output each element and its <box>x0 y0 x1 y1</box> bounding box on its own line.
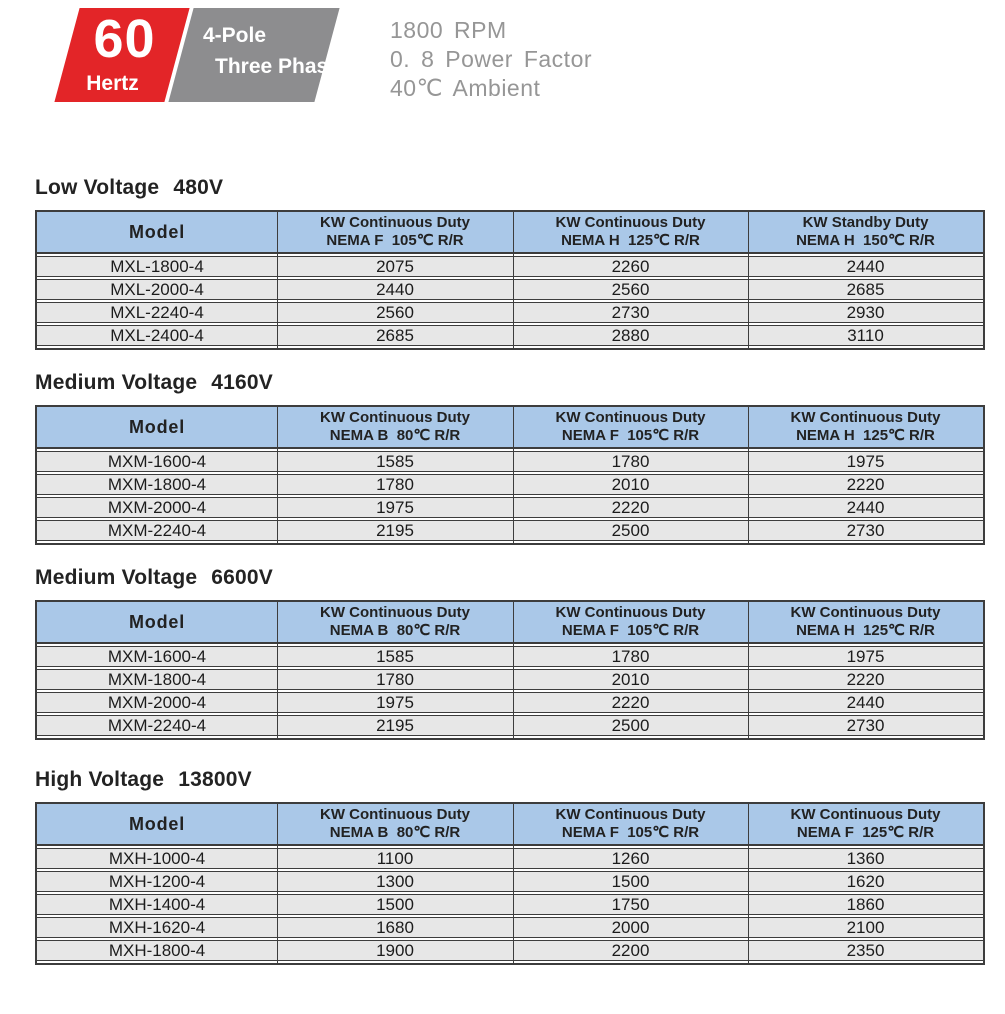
spec-table <box>35 210 985 350</box>
section-title <box>35 768 985 792</box>
column-divider <box>277 212 278 348</box>
table-row <box>37 497 983 518</box>
table-row <box>37 325 983 346</box>
model-cell: MXH-1620-4 <box>108 918 206 937</box>
kw-value-cell: 2560 <box>611 280 650 299</box>
model-cell: MXM-1600-4 <box>107 647 207 666</box>
model-cell: MXM-1800-4 <box>107 670 207 689</box>
kw-value-cell: 1680 <box>376 918 414 937</box>
column-divider <box>748 212 749 348</box>
column-header-line1: KW Continuous Duty <box>320 806 470 823</box>
column-header-line2: NEMA B 80℃ R/R <box>329 427 461 444</box>
kw-value-cell: 2000 <box>611 918 650 937</box>
column-divider <box>513 212 514 348</box>
spec-ambient: 40℃ Ambient <box>390 75 541 101</box>
kw-value-cell: 1975 <box>376 498 414 517</box>
kw-value-cell: 2730 <box>846 716 885 735</box>
section-high-voltage <box>35 768 985 965</box>
column-divider <box>748 407 749 543</box>
column-header-line2: NEMA H 150℃ R/R <box>796 232 935 249</box>
section-title-voltage: 480V <box>173 176 224 199</box>
column-header-line2: NEMA H 125℃ R/R <box>796 427 935 444</box>
spec-rpm: 1800 RPM <box>390 17 507 43</box>
section-medium-voltage-4160 <box>35 371 985 545</box>
column-header-line1: Model <box>129 612 185 632</box>
table-row <box>37 871 983 892</box>
model-cell: MXL-1800-4 <box>110 257 204 276</box>
column-header-line1: KW Continuous Duty <box>790 409 941 426</box>
table-body <box>37 254 983 348</box>
tables-area <box>35 176 985 965</box>
kw-value-cell: 2075 <box>376 257 414 276</box>
section-title-label: Medium Voltage <box>35 371 198 394</box>
model-cell: MXH-1400-4 <box>108 895 206 914</box>
column-header <box>748 214 983 250</box>
kw-value-cell: 2930 <box>846 303 885 322</box>
kw-value-cell: 1975 <box>846 452 885 471</box>
table-row <box>37 894 983 915</box>
column-header-line1: KW Standby Duty <box>802 214 929 231</box>
section-title-label: Medium Voltage <box>35 566 198 589</box>
column-header <box>513 214 748 250</box>
section-title-voltage: 13800V <box>178 768 252 791</box>
kw-value-cell: 1585 <box>376 647 414 666</box>
table-row <box>37 302 983 323</box>
table-body <box>37 449 983 543</box>
kw-value-cell: 1860 <box>846 895 885 914</box>
column-header <box>748 604 983 640</box>
pole-line: 4-Pole <box>203 24 267 47</box>
column-header-line2: NEMA F 105℃ R/R <box>561 622 700 639</box>
column-header-line1: KW Continuous Duty <box>555 604 706 621</box>
model-cell: MXL-2000-4 <box>110 280 204 299</box>
kw-value-cell: 2220 <box>611 693 650 712</box>
kw-value-cell: 2100 <box>846 918 885 937</box>
kw-value-cell: 2685 <box>376 326 414 345</box>
table-row <box>37 692 983 713</box>
kw-value-cell: 2195 <box>376 521 414 540</box>
column-header <box>748 806 983 842</box>
column-divider <box>513 602 514 738</box>
kw-value-cell: 2500 <box>611 716 650 735</box>
column-divider <box>277 407 278 543</box>
kw-value-cell: 2010 <box>611 670 650 689</box>
kw-value-cell: 2500 <box>611 521 650 540</box>
column-header-line1: KW Continuous Duty <box>555 214 706 231</box>
spec-power-factor: 0. 8 Power Factor <box>390 46 593 72</box>
kw-value-cell: 2685 <box>846 280 885 299</box>
column-header <box>37 223 277 241</box>
model-cell: MXM-2000-4 <box>107 693 207 712</box>
kw-value-cell: 1500 <box>611 872 650 891</box>
column-header <box>37 815 277 833</box>
column-header-line1: KW Continuous Duty <box>555 806 706 823</box>
kw-value-cell: 2730 <box>611 303 650 322</box>
kw-value-cell: 1100 <box>376 849 414 868</box>
model-cell: MXH-1000-4 <box>108 849 206 868</box>
column-header <box>277 604 513 640</box>
kw-value-cell: 1780 <box>376 475 414 494</box>
model-cell: MXM-2240-4 <box>107 521 207 540</box>
column-header <box>513 604 748 640</box>
column-header <box>277 806 513 842</box>
column-header <box>277 214 513 250</box>
kw-value-cell: 1750 <box>611 895 650 914</box>
spec-list <box>390 16 592 103</box>
kw-value-cell: 2880 <box>611 326 650 345</box>
kw-value-cell: 2200 <box>611 941 650 960</box>
kw-value-cell: 2440 <box>846 257 885 276</box>
table-header-row <box>37 212 983 254</box>
section-low-voltage <box>35 176 985 350</box>
kw-value-cell: 1620 <box>846 872 885 891</box>
model-cell: MXL-2240-4 <box>110 303 204 322</box>
section-title-label: Low Voltage <box>35 176 160 199</box>
model-cell: MXM-2000-4 <box>107 498 207 517</box>
section-title <box>35 176 985 200</box>
header-banner <box>0 0 1005 104</box>
column-header-line2: NEMA F 105℃ R/R <box>326 232 464 249</box>
column-divider <box>513 804 514 963</box>
table-body <box>37 644 983 738</box>
kw-value-cell: 2195 <box>376 716 414 735</box>
kw-value-cell: 2220 <box>846 670 885 689</box>
kw-value-cell: 2730 <box>846 521 885 540</box>
column-header-line1: KW Continuous Duty <box>320 214 470 231</box>
model-cell: MXM-2240-4 <box>107 716 207 735</box>
table-header-row <box>37 804 983 846</box>
pole-phase-label <box>203 20 340 82</box>
column-header-line1: KW Continuous Duty <box>320 604 470 621</box>
kw-value-cell: 2560 <box>376 303 414 322</box>
column-header-line1: KW Continuous Duty <box>320 409 470 426</box>
column-divider <box>748 804 749 963</box>
table-header-row <box>37 602 983 644</box>
frequency-unit: Hertz <box>86 72 139 95</box>
spec-table <box>35 600 985 740</box>
column-header <box>277 409 513 445</box>
column-header-line2: NEMA H 125℃ R/R <box>561 232 700 249</box>
model-cell: MXL-2400-4 <box>110 326 204 345</box>
kw-value-cell: 1360 <box>846 849 885 868</box>
kw-value-cell: 1500 <box>376 895 414 914</box>
spec-table <box>35 802 985 965</box>
column-header <box>513 409 748 445</box>
spec-table <box>35 405 985 545</box>
section-title-voltage: 4160V <box>211 371 273 394</box>
column-header-line2: NEMA F 125℃ R/R <box>796 824 935 841</box>
kw-value-cell: 1780 <box>611 647 650 666</box>
kw-value-cell: 1780 <box>376 670 414 689</box>
table-row <box>37 520 983 541</box>
kw-value-cell: 1975 <box>846 647 885 666</box>
kw-value-cell: 1585 <box>376 452 414 471</box>
column-divider <box>748 602 749 738</box>
table-row <box>37 715 983 736</box>
table-row <box>37 256 983 277</box>
table-row <box>37 669 983 690</box>
column-divider <box>513 407 514 543</box>
kw-value-cell: 1900 <box>376 941 414 960</box>
kw-value-cell: 2220 <box>611 498 650 517</box>
table-header-row <box>37 407 983 449</box>
phase-line: Three Phase <box>215 55 340 78</box>
kw-value-cell: 1975 <box>376 693 414 712</box>
kw-value-cell: 2260 <box>611 257 650 276</box>
column-header <box>37 418 277 436</box>
section-medium-voltage-6600 <box>35 566 985 740</box>
section-title-voltage: 6600V <box>211 566 273 589</box>
column-header-line2: NEMA F 105℃ R/R <box>561 427 700 444</box>
column-header-line2: NEMA B 80℃ R/R <box>329 824 461 841</box>
column-header-line1: KW Continuous Duty <box>790 806 941 823</box>
table-body <box>37 846 983 963</box>
column-header-line1: Model <box>129 814 185 834</box>
section-title <box>35 566 985 590</box>
kw-value-cell: 1300 <box>376 872 414 891</box>
model-cell: MXH-1200-4 <box>108 872 206 891</box>
table-row <box>37 917 983 938</box>
table-row <box>37 940 983 961</box>
model-cell: MXH-1800-4 <box>108 941 206 960</box>
table-row <box>37 474 983 495</box>
column-header-line1: Model <box>129 222 185 242</box>
table-row <box>37 848 983 869</box>
kw-value-cell: 1780 <box>611 452 650 471</box>
section-title <box>35 371 985 395</box>
model-cell: MXM-1600-4 <box>107 452 207 471</box>
frequency-value: 60 <box>93 9 156 69</box>
kw-value-cell: 2440 <box>846 498 885 517</box>
column-divider <box>277 804 278 963</box>
column-header <box>748 409 983 445</box>
kw-value-cell: 2220 <box>846 475 885 494</box>
table-row <box>37 451 983 472</box>
column-header <box>513 806 748 842</box>
kw-value-cell: 1260 <box>611 849 650 868</box>
column-header-line1: KW Continuous Duty <box>555 409 706 426</box>
kw-value-cell: 3110 <box>847 326 884 345</box>
kw-value-cell: 2350 <box>846 941 885 960</box>
kw-value-cell: 2440 <box>376 280 414 299</box>
table-row <box>37 646 983 667</box>
column-divider <box>277 602 278 738</box>
column-header-line2: NEMA H 125℃ R/R <box>796 622 935 639</box>
column-header-line2: NEMA F 105℃ R/R <box>561 824 700 841</box>
column-header <box>37 613 277 631</box>
kw-value-cell: 2440 <box>846 693 885 712</box>
column-header-line1: Model <box>129 417 185 437</box>
kw-value-cell: 2010 <box>611 475 650 494</box>
model-cell: MXM-1800-4 <box>107 475 207 494</box>
section-title-label: High Voltage <box>35 768 165 791</box>
column-header-line1: KW Continuous Duty <box>790 604 941 621</box>
column-header-line2: NEMA B 80℃ R/R <box>329 622 461 639</box>
table-row <box>37 279 983 300</box>
